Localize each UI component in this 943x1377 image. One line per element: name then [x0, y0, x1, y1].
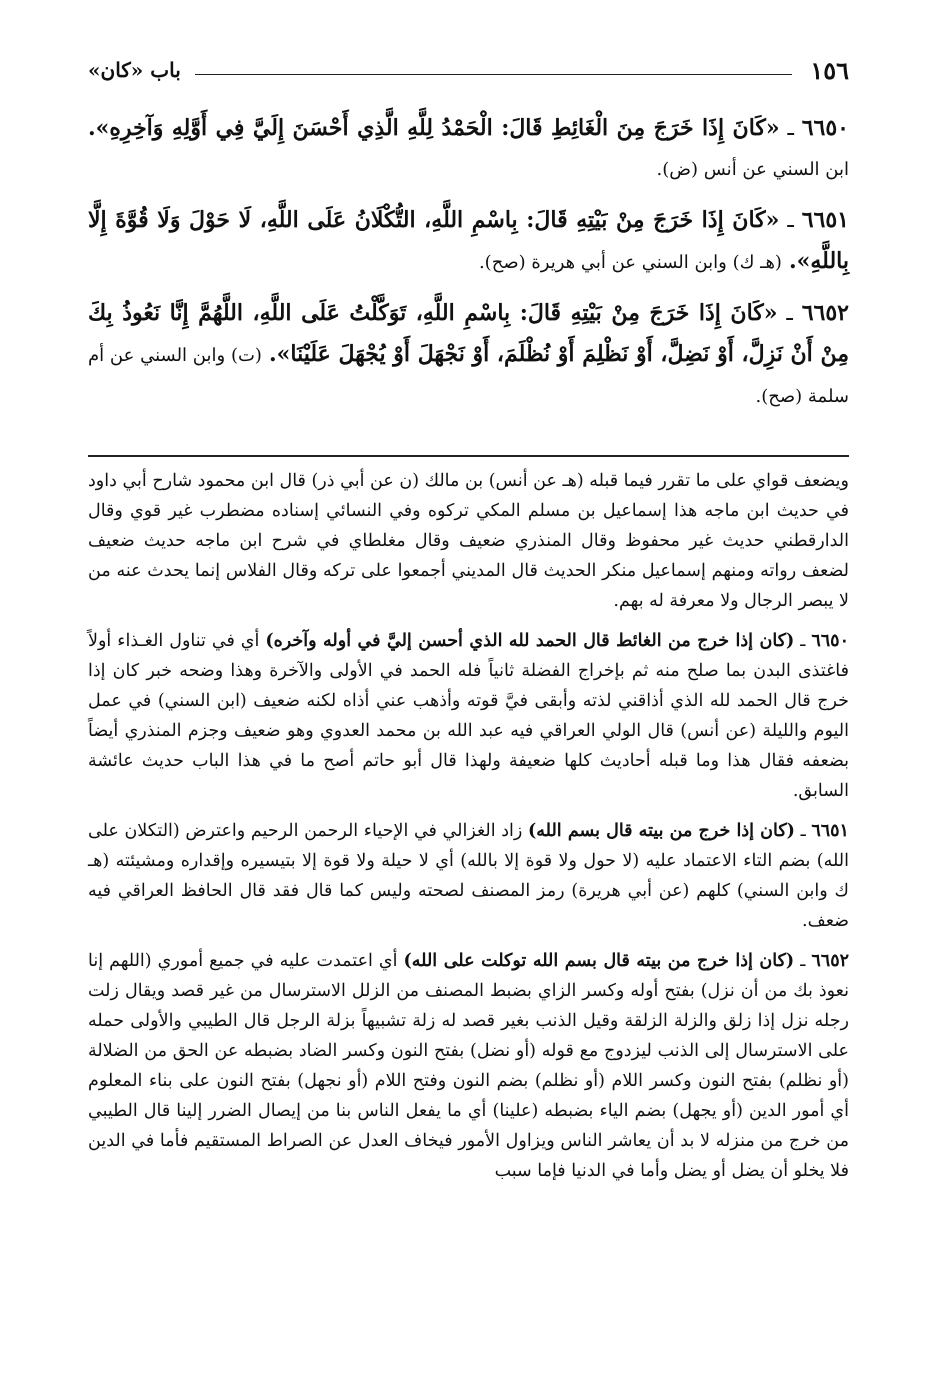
hadith-number: ٦٦٥١ [801, 207, 849, 233]
commentary-lemma: (كان إذا خرج من الغائط قال الحمد لله الذي أحسن إليَّ في أوله وآخره) [265, 631, 795, 651]
chapter-title: باب «كان» [88, 58, 181, 82]
hadith-source: ابن السني عن أنس (ض). [656, 159, 849, 180]
commentary-continuation [88, 466, 849, 616]
hadith-number: ٦٦٥٠ [801, 115, 849, 141]
hadith-6650: ٦٦٥٠ ـ «كَانَ إِذَا خَرَجَ مِنَ الْغَائِطِ قَالَ: الْحَمْدُ لِلَّهِ الَّذِي أَحْسَنَ إِلَيَّ فِي أَوَّلِهِ وَآخِرِهِ». ابن السني عن أنس (ض). [88, 115, 849, 180]
hadith-source: (هـ ك) وابن السني عن أبي هريرة (صح). [478, 252, 782, 273]
hadith-6651: ٦٦٥١ ـ «كَانَ إِذَا خَرَجَ مِنْ بَيْتِهِ قَالَ: بِاسْمِ اللَّهِ، التُّكْلَانُ عَلَى اللَّهِ، لَا حَوْلَ وَلَا قُوَّةَ إِلَّا بِاللَّهِ». (هـ ك) وابن السني عن أبي هريرة (صح). [88, 207, 849, 274]
commentary-section [88, 466, 849, 1196]
hadith-text: «كَانَ إِذَا خَرَجَ مِنْ بَيْتِهِ قَالَ: بِاسْمِ اللَّهِ، التُّكْلَانُ عَلَى اللَّهِ، لَا حَوْلَ وَلَا قُوَّةَ إِلَّا بِاللَّهِ». [88, 207, 849, 274]
hadith-text: «كَانَ إِذَا خَرَجَ مِنَ الْغَائِطِ قَالَ: الْحَمْدُ لِلَّهِ الَّذِي أَحْسَنَ إِلَيَّ فِي أَوَّلِهِ وَآخِرِهِ». [88, 115, 780, 141]
hadith-6652: ٦٦٥٢ ـ «كَانَ إِذَا خَرَجَ مِنْ بَيْتِهِ قَالَ: بِاسْمِ اللَّهِ، تَوَكَّلْتُ عَلَى اللَّهِ، اللَّهُمَّ إِنَّا نَعُوذُ بِكَ مِنْ أَنْ نَزِلَّ، أَوْ نَضِلَّ، أَوْ نَظْلِمَ أَوْ نُظْلَمَ، أَوْ نَجْهَلَ أَوْ يُجْهَلَ عَلَيْنَا». (ت) وابن السني عن أم سلمة (صح). [88, 300, 850, 407]
commentary-text: زاد الغزالي في الإحياء الرحمن الرحيم واعترض (التكلان على الله) بضم التاء الاعتماد عليه (لا حول ولا قوة إلا بالله) أي لا حيلة ولا قوة إلا بتيسيره وإقداره ومشيئته (هـ ك وابن السني) كلهم (عن أبي هريرة) رمز المصنف لصحته وليس كما قال فقد قال الحافظ العراقي فيه ضعف. [88, 821, 849, 931]
commentary-6650: ٦٦٥٠ ـ (كان إذا خرج من الغائط قال الحمد لله الذي أحسن إليَّ في أوله وآخره) أي في تناول الغـذاء أولاً فاغتذى البدن بما صلح منه ثم بإخراج الفضلة ثانياً فله الحمد في الأولى والآخرة وهذا وضحه خبر كان إذا خرج قال الحمد لله الذي أذاقني لذته وأبقى فيَّ قوته وأذهب عني أذاه لكنه ضعيف (ابن السني) في عمل اليوم والليلة (عن أنس) قال الولي العراقي فيه عبد الله بن محمد العدوي وهو ضعيف وجزم المنذري أيضاً بضعفه فقال هذا وما قبله أحاديث كلها ضعيفة ولهذا قال أبو حاتم أصح ما في هذا الباب حديث عائشة السابق. [88, 631, 849, 801]
page-header [88, 52, 849, 88]
commentary-6651: ٦٦٥١ ـ (كان إذا خرج من بيته قال بسم الله) زاد الغزالي في الإحياء الرحمن الرحيم واعترض (التكلان على الله) بضم التاء الاعتماد عليه (لا حول ولا قوة إلا بالله) أي لا حيلة ولا قوة إلا بتيسيره وإقداره ومشيئته (هـ ك وابن السني) كلهم (عن أبي هريرة) رمز المصنف لصحته وليس كما قال فقد قال الحافظ العراقي فيه ضعف. [88, 821, 849, 931]
commentary-lemma: (كان إذا خرج من بيته قال بسم الله توكلت على الله) [403, 951, 795, 971]
commentary-lemma: (كان إذا خرج من بيته قال بسم الله) [528, 821, 795, 841]
commentary-text: أي اعتمدت عليه في جميع أموري (اللهم إنا نعوذ بك من أن نزل) بفتح أوله وكسر الزاي بضبط المصنف من الزلل الاسترسال من غير قصد ويقال زلت رجله نزل إذا زلق والزلة الزلقة وقيل الذنب بغير قصد له زلة تشبيهاً بزلة الرجل قال الطيبي والأولى حمله على الاسترسال إلى الذنب ليزدوج مع قوله (أو نضل) بفتح النون وكسر الضاد بضبطه عن الحق من الضلالة (أو نظلم) بفتح النون وكسر اللام (أو نظلم) بضم النون وفتح اللام (أو نجهل) بفتح النون على بناء المعلوم أي أمور الدين (أو يجهل) بضم الياء بضبطه (علينا) أي ما يفعل الناس بنا من إيصال الضرر إلينا قال الطيبي من خرج من منزله لا بد أن يعاشر الناس ويزاول الأمور فيخاف العدل عن الصراط المستقيم فأما في الدين فلا يخلو أن يضل أو يضل وأما في الدنيا فإما سبب [88, 951, 849, 1181]
header-rule [195, 74, 793, 75]
commentary-number: ٦٦٥٢ [811, 951, 849, 971]
commentary-text: ويضعف قواي على ما تقرر فيما قبله (هـ عن أنس) بن مالك (ن عن أبي ذر) قال ابن محمود شارح أبي داود في حديث ابن ماجه هذا إسماعيل بن مسلم المكي تركوه وفي النسائي إسناده مضطرب غير قوي وقال الدارقطني حديث غير محفوظ وقال المنذري ضعيف وقال مغلطاي في شرح ابن ماجه حديث ضعيف لضعف رواته ومنهم إسماعيل منكر الحديث قال المديني أجمعوا على تركه وقال الفلاس إنما يحدث عنه من لا يبصر الرجال ولا معرفة له بهم. [88, 471, 849, 611]
hadith-text: «كَانَ إِذَا خَرَجَ مِنْ بَيْتِهِ قَالَ: بِاسْمِ اللَّهِ، تَوَكَّلْتُ عَلَى اللَّهِ، اللَّهُمَّ إِنَّا نَعُوذُ بِكَ مِنْ أَنْ نَزِلَّ، أَوْ نَضِلَّ، أَوْ نَظْلِمَ أَوْ نُظْلَمَ، أَوْ نَجْهَلَ أَوْ يُجْهَلَ عَلَيْنَا». [88, 300, 850, 367]
hadith-source: (ت) وابن السني عن أم سلمة (صح). [88, 345, 849, 407]
commentary-6652: ٦٦٥٢ ـ (كان إذا خرج من بيته قال بسم الله توكلت على الله) أي اعتمدت عليه في جميع أموري (اللهم إنا نعوذ بك من أن نزل) بفتح أوله وكسر الزاي بضبط المصنف من الزلل الاسترسال من غير قصد ويقال زلت رجله نزل إذا زلق والزلة الزلقة وقيل الذنب بغير قصد له زلة تشبيهاً بزلة الرجل قال الطيبي والأولى حمله على الاسترسال إلى الذنب ليزدوج مع قوله (أو نضل) بفتح النون وكسر الضاد بضبطه عن الحق من الضلالة (أو نظلم) بفتح النون وكسر اللام (أو نظلم) بضم النون وفتح اللام (أو نجهل) بفتح النون على بناء المعلوم أي أمور الدين (أو يجهل) بضم الياء بضبطه (علينا) أي ما يفعل الناس بنا من إيصال الضرر إلينا قال الطيبي من خرج من منزله لا بد أن يعاشر الناس ويزاول الأمور فيخاف العدل عن الصراط المستقيم فأما في الدين فلا يخلو أن يضل أو يضل وأما في الدنيا فإما سبب [88, 951, 849, 1181]
footnote-separator [88, 455, 849, 457]
commentary-number: ٦٦٥١ [811, 821, 849, 841]
commentary-number: ٦٦٥٠ [811, 631, 849, 651]
commentary-text: أي في تناول الغـذاء أولاً فاغتذى البدن بما صلح منه ثم بإخراج الفضلة ثانياً فله الحمد في الأولى والآخرة وهذا وضحه خبر كان إذا خرج قال الحمد لله الذي أذاقني لذته وأبقى فيَّ قوته وأذهب عني أذاه لكنه ضعيف (ابن السني) في عمل اليوم والليلة (عن أنس) قال الولي العراقي فيه عبد الله بن محمد العدوي وهو ضعيف وجزم المنذري أيضاً بضعفه فقال هذا وما قبله أحاديث كلها ضعيفة ولهذا قال أبو حاتم أصح ما في هذا الباب حديث عائشة السابق. [88, 631, 849, 801]
hadith-section [88, 108, 849, 427]
page-number: ١٥٦ [810, 55, 849, 85]
hadith-number: ٦٦٥٢ [801, 300, 849, 326]
